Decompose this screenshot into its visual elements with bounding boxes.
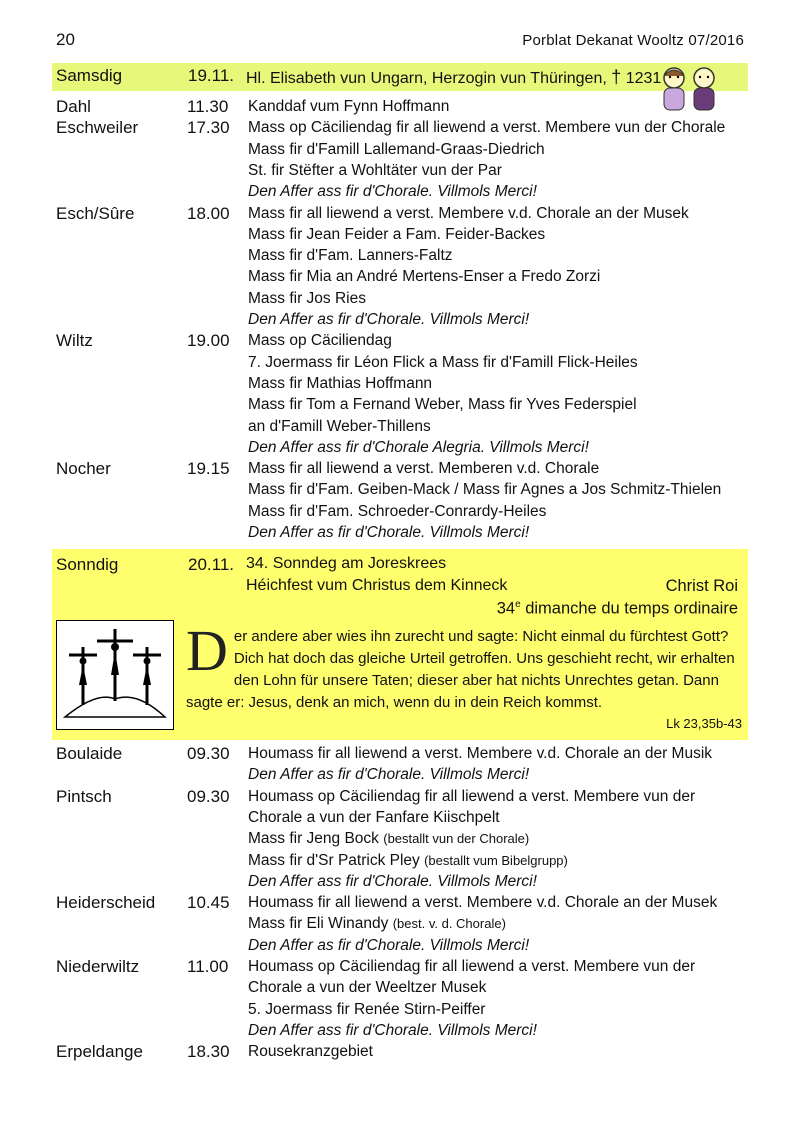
gospel-reading <box>186 618 742 714</box>
service-description <box>248 311 529 329</box>
service-detail: vum Fynn Hoffmann <box>305 98 450 115</box>
service-description <box>248 788 695 806</box>
location-name: Heiderscheid <box>56 893 156 913</box>
service-description <box>248 205 689 223</box>
service-time: 19.00 <box>187 331 230 351</box>
service-detail: Mass fir d'Famill Lallemand-Graas-Diedrich <box>248 140 545 158</box>
service-detail: Mass fir Jos Ries <box>248 289 366 307</box>
service-detail: 5. Joermass fir Renée Stirn-Peiffer <box>248 1000 486 1018</box>
location-name: Eschweiler <box>56 118 139 138</box>
service-detail: Mass fir Jean Feider a Fam. Feider-Backes <box>248 225 546 243</box>
service-description <box>248 119 725 137</box>
service-description <box>248 460 599 478</box>
service-description <box>248 1022 537 1040</box>
service-description <box>248 141 545 159</box>
saturday-date: 19.11. <box>188 66 235 85</box>
service-description <box>248 958 695 976</box>
service-time: 18.30 <box>187 1042 230 1062</box>
service-time: 09.30 <box>187 786 230 806</box>
sunday-title-1: 34. Sonndeg am Joreskrees <box>246 555 447 572</box>
service-description <box>248 894 717 912</box>
christ-roi-label: Christ Roi <box>665 577 738 595</box>
service-description <box>248 375 432 393</box>
service-description <box>248 290 366 308</box>
sunday-date: 20.11. <box>188 555 235 574</box>
service-title: Houmass op Cäciliendag <box>248 958 421 975</box>
service-detail: Den Affer ass fir d'Chorale. Villmols Merci! <box>248 872 537 890</box>
service-title: Kanddaf <box>248 98 306 115</box>
service-detail: an d'Famill Weber-Thillens <box>248 417 431 435</box>
location-name: Boulaide <box>56 744 123 763</box>
service-description <box>248 745 712 763</box>
service-description <box>248 1001 485 1019</box>
service-description <box>248 809 500 827</box>
service-time: 18.00 <box>187 203 230 223</box>
service-description <box>248 226 545 244</box>
dimanche-rest: dimanche du temps ordinaire <box>520 599 738 618</box>
saturday-feast-line <box>246 67 661 88</box>
service-time: 11.00 <box>187 957 229 976</box>
service-description <box>248 418 431 436</box>
service-detail: Chorale a vun der Fanfare Kiischpelt <box>248 808 500 826</box>
service-detail: fir all liewend a verst. Memberen v.d. Chorale <box>285 460 600 478</box>
saturday-cross: † <box>611 67 622 87</box>
service-detail: fir all liewend a verst. Membere vun der <box>420 787 696 805</box>
service-detail: Den Affer as fir d'Chorale. Villmols Merci! <box>248 524 530 541</box>
service-description <box>248 183 537 201</box>
service-detail: fir all liewend a verst. Membere v.d. Chorale an der Musek <box>313 894 718 912</box>
location-name: Esch/Sûre <box>56 203 135 223</box>
service-description <box>248 268 600 286</box>
service-description <box>248 830 529 848</box>
service-detail: Den Affer as fir d'Chorale. Villmols Merci! <box>248 766 530 784</box>
service-description <box>248 247 453 265</box>
service-description <box>248 852 568 870</box>
service-detail: Mass fir d'Fam. Lanners-Faltz <box>248 247 453 265</box>
location-name: Niederwiltz <box>56 957 140 976</box>
sunday-title-2: Héichfest vum Christus dem Kinneck <box>246 577 508 594</box>
service-detail: Mass fir Mathias Hoffmann <box>248 374 433 392</box>
dimanche-label <box>497 599 738 619</box>
service-title: Mass op Cäciliendag <box>248 119 392 137</box>
publication-title: Porblat Dekanat Wooltz 07/2016 <box>522 32 744 49</box>
service-description <box>248 332 392 350</box>
service-description <box>248 937 529 955</box>
saturday-day: Samsdig <box>56 66 123 85</box>
service-detail: 7. Joermass fir Léon Flick a Mass fir d'Famill Flick-Heiles <box>248 353 638 371</box>
reading-dropcap: D <box>186 618 228 683</box>
service-detail: Mass fir Tom a Fernand Weber, Mass fir Yves Federspiel <box>248 396 637 414</box>
dimanche-sup: e <box>515 599 521 610</box>
crucifixion-icon <box>56 620 174 730</box>
service-detail: fir all liewend a verst. Membere v.d. Chorale an der Musik <box>313 745 713 762</box>
service-note: (best. v. d. Chorale) <box>392 916 506 932</box>
service-description <box>248 98 449 116</box>
service-title: Houmass <box>248 894 314 912</box>
service-time: 10.45 <box>187 893 230 913</box>
service-note: (bestallt vum Bibelgrupp) <box>424 852 568 868</box>
service-detail: Den Affer as fir d'Chorale. Villmols Merci! <box>248 936 530 954</box>
service-description <box>248 524 529 542</box>
service-detail: Den Affer ass fir d'Chorale. Villmols Merci! <box>248 183 537 201</box>
service-description <box>248 873 537 891</box>
service-time: 09.30 <box>187 744 230 763</box>
location-name: Dahl <box>56 97 91 116</box>
service-detail: Mass fir d'Fam. Schroeder-Conrardy-Heiles <box>248 502 547 520</box>
page-header <box>56 30 744 52</box>
service-description <box>248 1043 373 1061</box>
service-title: Mass <box>248 460 286 478</box>
service-detail: Den Affer as fir d'Chorale. Villmols Merci! <box>248 311 530 328</box>
service-detail: Den Affer ass fir d'Chorale Alegria. Villmols Merci! <box>248 438 589 456</box>
service-time: 11.30 <box>187 97 229 116</box>
service-detail: Mass fir d'Sr Patrick Pley <box>248 851 425 869</box>
service-description <box>248 481 721 499</box>
saturday-year: 1231 <box>625 70 662 87</box>
service-detail: fir all liewend a verst. Membere vun der <box>420 958 696 975</box>
saturday-feast: Hl. Elisabeth vun Ungarn, Herzogin vun Thüringen, <box>246 70 607 87</box>
service-title: Houmass <box>248 745 314 762</box>
reading-reference: Lk 23,35b-43 <box>666 716 742 731</box>
service-description <box>248 503 546 521</box>
dimanche-number: 34 <box>496 599 516 618</box>
service-detail: St. fir Stëfter a Wohltäter vun der Par <box>248 161 502 179</box>
location-name: Wiltz <box>56 331 93 351</box>
service-detail: fir all liewend a verst. Membere vun der Chorale <box>391 119 726 137</box>
service-description <box>248 979 486 997</box>
service-note: (bestallt vun der Chorale) <box>383 831 530 847</box>
location-name: Nocher <box>56 459 111 479</box>
service-description <box>248 354 638 372</box>
service-detail: Mass fir Eli Winandy <box>248 915 393 933</box>
service-title: Mass op Cäciliendag <box>248 332 392 350</box>
service-detail: Chorale a vun der Weeltzer Musek <box>248 979 487 997</box>
service-description <box>248 162 502 180</box>
service-detail: Mass fir Mia an André Mertens-Enser a Fredo Zorzi <box>248 268 601 286</box>
service-detail: Mass fir d'Fam. Geiben-Mack / Mass fir Agnes a Jos Schmitz-Thielen <box>248 481 722 499</box>
location-name: Erpeldange <box>56 1042 143 1062</box>
service-description <box>248 915 506 933</box>
service-description <box>248 439 589 457</box>
service-title: Rousekranzgebiet <box>248 1043 373 1061</box>
service-description <box>248 396 637 414</box>
location-name: Pintsch <box>56 786 112 806</box>
reading-text: er andere aber wies ihn zurecht und sagte: Nicht einmal du fürchtest Gott? Dich hat doch das gleiche Urteil getroffen. Uns geschieht recht, wir erhalten den Lohn für unsere Taten; dieser aber hat nichts Unrechtes getan. Dann sagte er: Jesus, denk an mich, wenn du in dein Reich kommst. <box>186 628 735 711</box>
service-description <box>248 766 529 784</box>
children-clipart-icon <box>640 66 748 116</box>
service-time: 17.30 <box>187 118 230 138</box>
sunday-day: Sonndig <box>56 555 119 574</box>
service-title: Mass <box>248 204 286 222</box>
service-title: Houmass op Cäciliendag <box>248 787 421 805</box>
service-time: 19.15 <box>187 459 230 479</box>
service-detail: fir all liewend a verst. Membere v.d. Chorale an der Musek <box>285 204 689 222</box>
service-detail: Mass fir Jeng Bock <box>248 830 384 848</box>
service-detail: Den Affer ass fir d'Chorale. Villmols Merci! <box>248 1021 537 1039</box>
page-number: 20 <box>56 30 75 49</box>
